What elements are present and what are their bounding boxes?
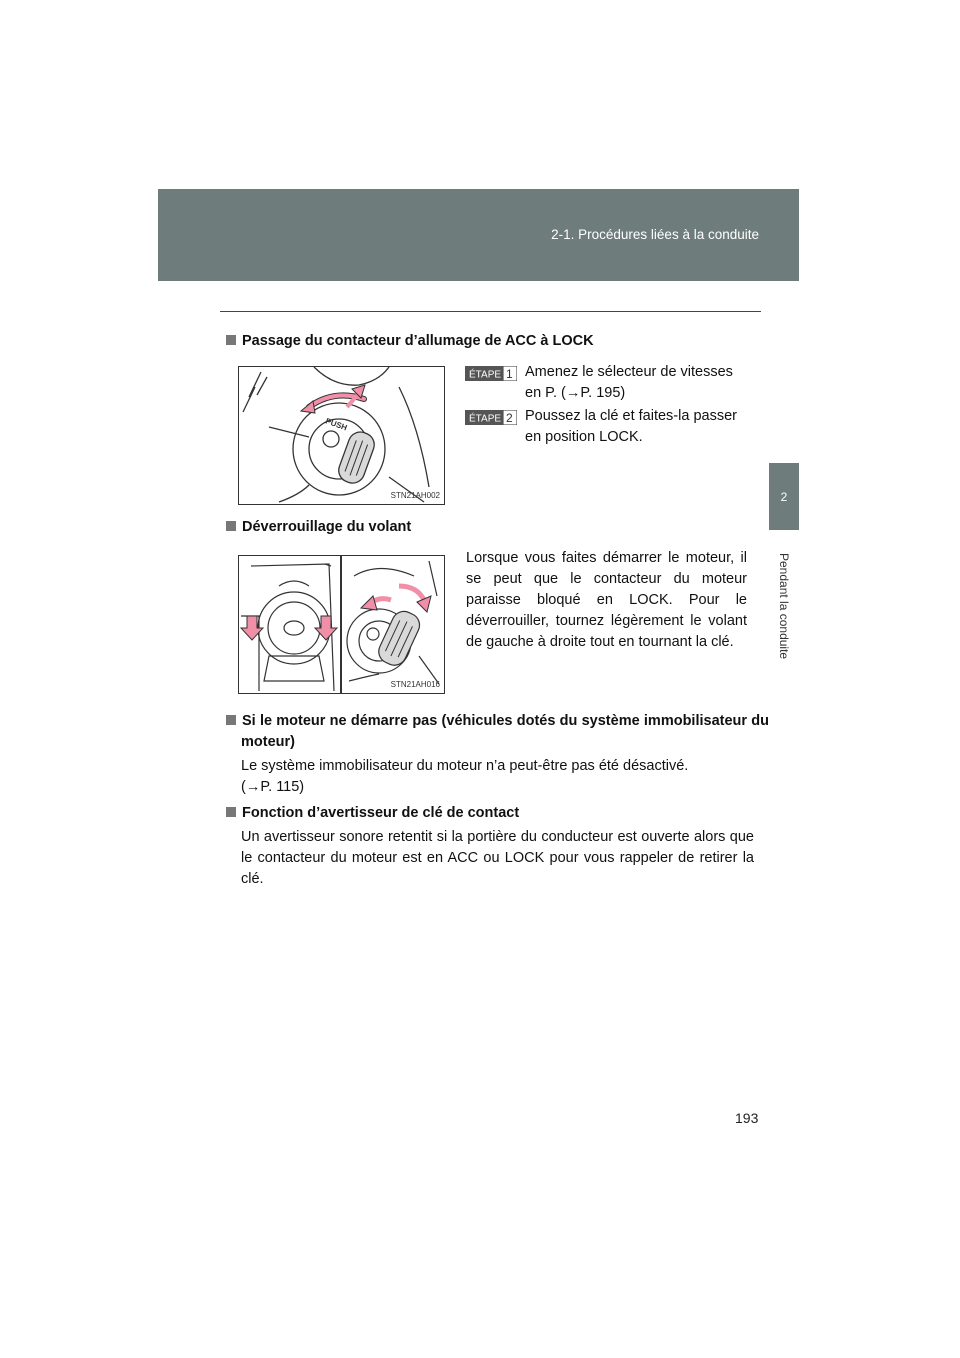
steering-unlock-illustration bbox=[239, 556, 444, 693]
chapter-tab bbox=[769, 463, 799, 530]
no-start-text: Le système immobilisateur du moteur n’a peut-être pas été désactivé. (→P. 115) bbox=[241, 758, 689, 795]
figure-steering-unlock bbox=[238, 555, 445, 694]
square-bullet-icon bbox=[226, 521, 236, 531]
page-number: 193 bbox=[735, 1110, 759, 1126]
step-1-badge-number: 1 bbox=[506, 367, 513, 381]
step-2-badge-number: 2 bbox=[506, 411, 513, 425]
step-1-badge-label: ÉTAPE bbox=[469, 369, 502, 381]
section-title: 2-1. Procédures liées à la conduite bbox=[551, 227, 759, 242]
step-2-badge-label: ÉTAPE bbox=[469, 413, 502, 425]
square-bullet-icon bbox=[226, 335, 236, 345]
top-divider bbox=[220, 311, 761, 312]
step-2-badge-icon bbox=[465, 410, 517, 425]
square-bullet-icon bbox=[226, 715, 236, 725]
step-1-text: Amenez le sélecteur de vitesses en P. (→P. 195) bbox=[525, 364, 733, 401]
heading-unlock-wheel: Déverrouillage du volant bbox=[226, 517, 411, 538]
heading-no-start: Si le moteur ne démarre pas (véhicules dotés du système immobilisateur du moteur) bbox=[226, 711, 769, 753]
chapter-label: Pendant la conduite bbox=[777, 553, 791, 660]
unlock-wheel-text: Lorsque vous faites démarrer le moteur, il se peut que le contacteur du moteur paraisse bloqué en LOCK. Pour le déverrouiller, tournez légèrement le volant de gauche à droite tout en tournant la clé. bbox=[466, 550, 747, 650]
figure-ignition-key bbox=[238, 366, 445, 505]
step-1-badge-icon bbox=[465, 366, 517, 381]
step-2-text: Poussez la clé et faites-la passer en position LOCK. bbox=[525, 408, 737, 445]
square-bullet-icon bbox=[226, 807, 236, 817]
key-reminder-text: Un avertisseur sonore retentit si la portière du conducteur est ouverte alors que le contacteur du moteur est en ACC ou LOCK pour vous rappeler de retirer la clé. bbox=[241, 829, 754, 887]
push-label: PUSH bbox=[324, 416, 349, 433]
chapter-number: 2 bbox=[780, 489, 788, 504]
ignition-key-illustration bbox=[239, 367, 444, 504]
chapter-header bbox=[158, 189, 799, 281]
heading-key-reminder: Fonction d’avertisseur de clé de contact bbox=[226, 803, 519, 824]
figure-code: STN21AH002 bbox=[390, 491, 440, 500]
figure-code: STN21AH016 bbox=[390, 680, 440, 689]
heading-acc-lock: Passage du contacteur d’allumage de ACC à LOCK bbox=[226, 331, 594, 352]
